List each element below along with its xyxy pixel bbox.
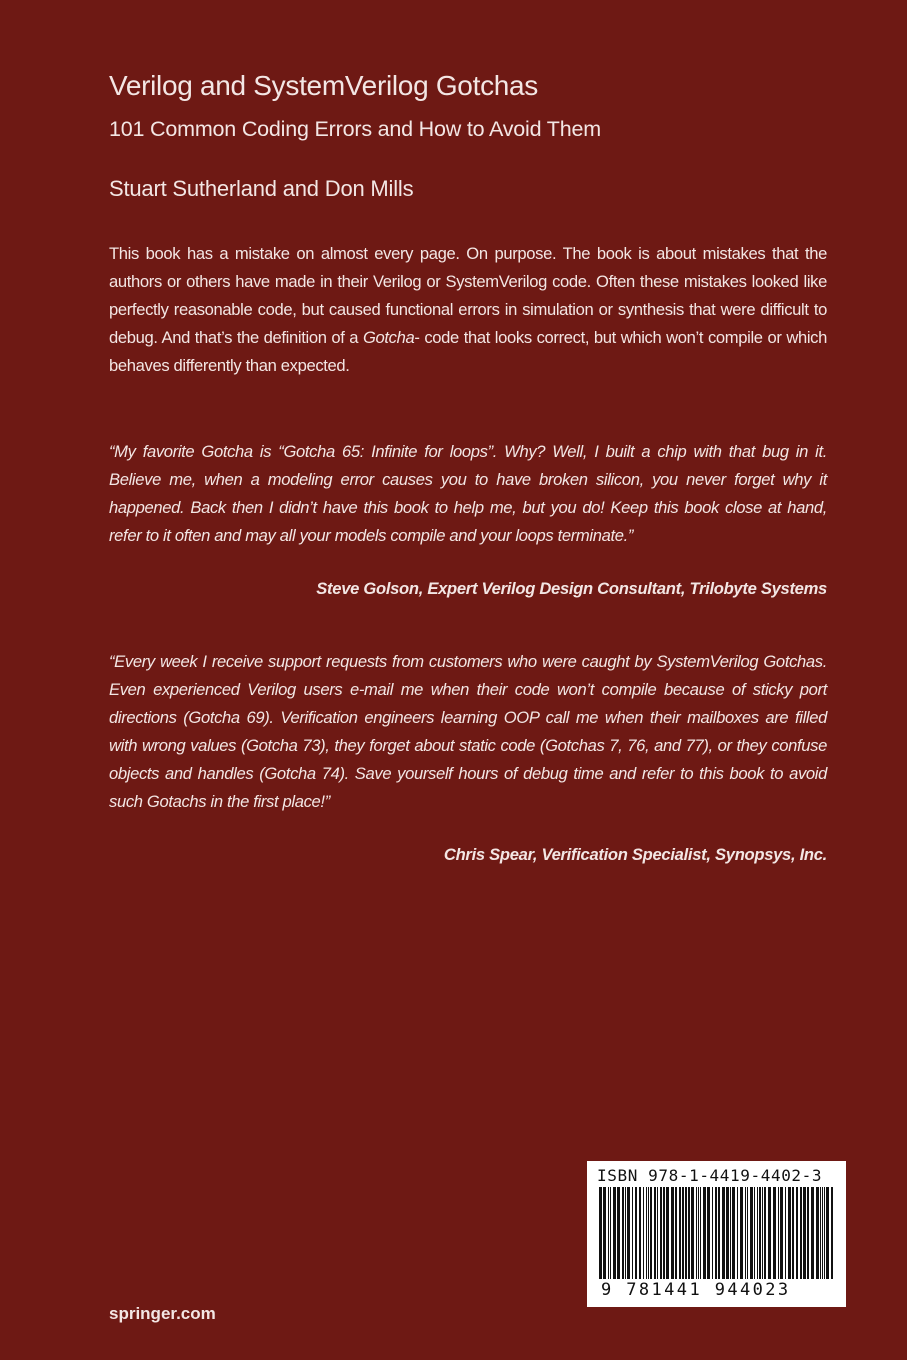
barcode-bar	[807, 1187, 809, 1279]
barcode-bar	[718, 1187, 720, 1279]
book-description	[109, 240, 827, 380]
barcode-bar	[715, 1187, 717, 1279]
barcode-bar	[768, 1187, 771, 1279]
barcode-bar	[747, 1187, 748, 1279]
testimonial-attribution: Steve Golson, Expert Verilog Design Consultant, Trilobyte Systems	[316, 579, 827, 598]
barcode-bar	[773, 1187, 776, 1279]
barcode-bar	[759, 1187, 761, 1279]
barcode-bar	[646, 1187, 647, 1279]
barcode-bar	[682, 1187, 684, 1279]
barcode-bar	[617, 1187, 620, 1279]
barcode-bar	[688, 1187, 690, 1279]
barcode-bar	[599, 1187, 602, 1279]
barcode-bar	[764, 1187, 766, 1279]
barcode-bar	[800, 1187, 802, 1279]
barcode-bar	[627, 1187, 630, 1279]
barcode-bar	[622, 1187, 624, 1279]
barcode-bar	[698, 1187, 699, 1279]
barcode-bar	[796, 1187, 798, 1279]
barcode-bar	[722, 1187, 725, 1279]
barcode-bar	[639, 1187, 641, 1279]
barcode-bar	[780, 1187, 783, 1279]
barcode-bar	[685, 1187, 687, 1279]
isbn-barcode	[587, 1161, 846, 1307]
barcode-bar	[657, 1187, 658, 1279]
description-emphasis: Gotcha	[362, 328, 415, 347]
barcode-bar	[635, 1187, 637, 1279]
barcode-bar	[732, 1187, 735, 1279]
barcode-bar	[750, 1187, 753, 1279]
barcode-bar	[785, 1187, 786, 1279]
barcode-bar	[650, 1187, 652, 1279]
description-text-end: - code that looks correct, but which won’t compile or which behaves differently than expected.	[109, 328, 827, 375]
barcode-bar	[660, 1187, 662, 1279]
barcode-bar	[703, 1187, 706, 1279]
barcode-bar	[679, 1187, 681, 1279]
barcode-bar	[816, 1187, 819, 1279]
barcode-bar	[696, 1187, 697, 1279]
barcode-bar	[792, 1187, 794, 1279]
barcode-bar	[820, 1187, 821, 1279]
barcode-bar	[712, 1187, 713, 1279]
book-subtitle: 101 Common Coding Errors and How to Avoid Them	[109, 117, 601, 141]
book-title: Verilog and SystemVerilog Gotchas	[109, 70, 539, 101]
book-authors: Stuart Sutherland and Don Mills	[109, 176, 414, 201]
barcode-bar	[822, 1187, 823, 1279]
barcode-bar	[803, 1187, 806, 1279]
barcode-bar	[608, 1187, 609, 1279]
barcode-bar	[778, 1187, 779, 1279]
barcode-bar	[762, 1187, 763, 1279]
barcode-bar	[745, 1187, 746, 1279]
barcode-bars	[597, 1187, 836, 1279]
barcode-bar	[700, 1187, 701, 1279]
barcode-bar	[740, 1187, 743, 1279]
barcode-bar	[675, 1187, 677, 1279]
testimonial-quote: “My favorite Gotcha is “Gotcha 65: Infinite for loops”. Why? Well, I built a chip with that bug in it. Believe me, when a modeling error causes you to have broken silicon, you never forget why it happened. Back then I didn’t have this book to help me, but you do! Keep this book close at hand, refer to it often and may all your models compile and your loops terminate.”	[109, 442, 827, 545]
barcode-bar	[613, 1187, 616, 1279]
barcode-bar	[648, 1187, 649, 1279]
barcode-bar	[625, 1187, 626, 1279]
barcode-bar	[824, 1187, 825, 1279]
barcode-bar	[788, 1187, 791, 1279]
publisher-url: springer.com	[109, 1304, 216, 1323]
barcode-bar	[730, 1187, 731, 1279]
barcode-bar	[603, 1187, 606, 1279]
barcode-bar	[610, 1187, 611, 1279]
barcode-bar	[654, 1187, 656, 1279]
testimonial-quote: “Every week I receive support requests from customers who were caught by SystemVerilog Gotchas. Even experienced Verilog users e-mail me when their code won’t compile because of sticky port directions (Gotcha 69). Verification engineers learning OOP call me when their mailboxes are filled with wrong values (Gotcha 73), they forget about static code (Gotchas 7, 76, and 77), or they confuse objects and handles (Gotcha 74). Save yourself hours of debug time and refer to this book to avoid such Gotachs in the first place!”	[109, 652, 827, 811]
barcode-bar	[811, 1187, 814, 1279]
barcode-bar	[757, 1187, 758, 1279]
barcode-bar	[826, 1187, 829, 1279]
isbn-label: ISBN 978-1-4419-4402-3	[597, 1166, 823, 1185]
description-text: This book has a mistake on almost every page. On purpose. The book is about mistakes that the authors or others have made in their Verilog or SystemVerilog code. Often these mistakes looked like perfectly reasonable code, but caused functional errors in simulation or synthesis that were difficult to debug. And that’s the definition of a	[109, 244, 827, 347]
barcode-digits: 9 781441 944023	[601, 1280, 791, 1300]
barcode-bar	[663, 1187, 665, 1279]
barcode-bar	[643, 1187, 644, 1279]
barcode-bar	[632, 1187, 633, 1279]
barcode-bar	[726, 1187, 729, 1279]
barcode-bar	[754, 1187, 755, 1279]
barcode-bar	[737, 1187, 738, 1279]
barcode-bar	[691, 1187, 694, 1279]
barcode-bar	[671, 1187, 674, 1279]
barcode-bar	[666, 1187, 669, 1279]
testimonial-attribution: Chris Spear, Verification Specialist, Synopsys, Inc.	[443, 845, 827, 864]
barcode-bar	[831, 1187, 833, 1279]
barcode-bar	[707, 1187, 710, 1279]
